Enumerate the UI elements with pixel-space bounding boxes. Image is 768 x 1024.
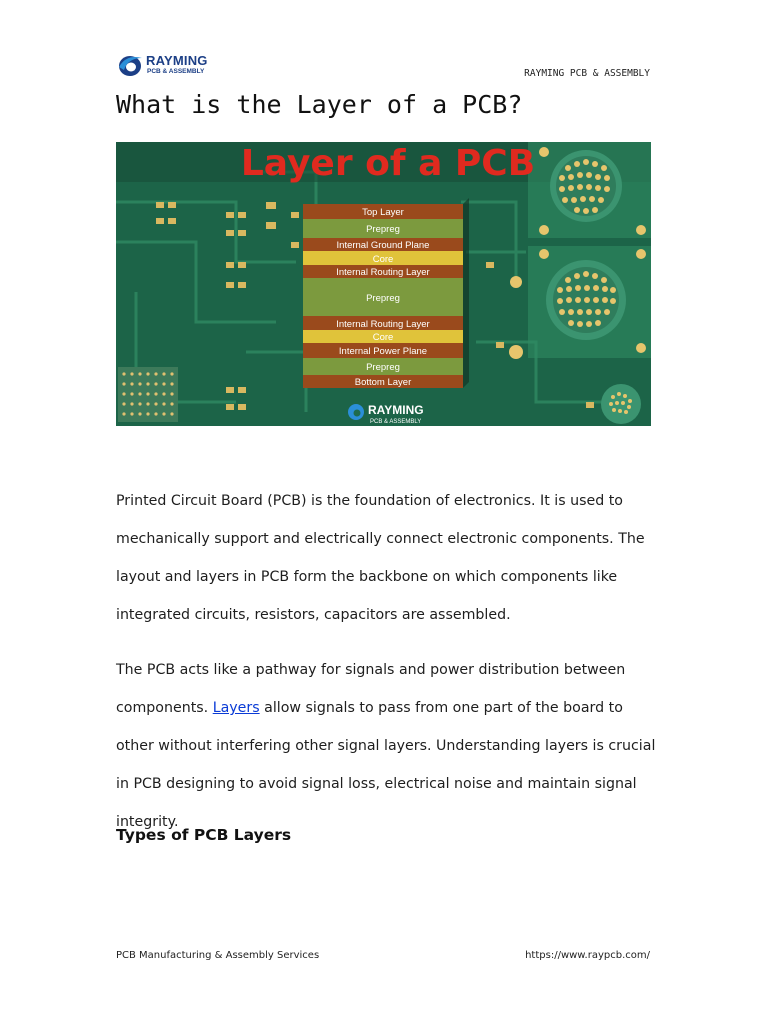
image-heading: Layer of a PCB: [240, 143, 536, 184]
section-heading: Types of PCB Layers: [116, 826, 292, 844]
rayming-swoosh-icon: [116, 52, 144, 78]
layers-paragraph: [116, 651, 656, 841]
paragraph-text-before: The PCB acts like a pathway for signals and power distribution between components.: [116, 662, 626, 716]
layer-label: Internal Power Plane: [338, 346, 428, 357]
watermark-brand: RAYMING: [368, 403, 424, 417]
layer-label: Top Layer: [362, 207, 404, 218]
footer-url[interactable]: https://www.raypcb.com/: [525, 950, 650, 961]
running-header: RAYMING PCB & ASSEMBLY: [524, 68, 650, 79]
layer-label: Core: [372, 332, 394, 343]
layer-label: Prepreg: [366, 224, 400, 235]
layers-link[interactable]: Layers: [212, 700, 260, 716]
layer-label: Internal Ground Plane: [336, 240, 430, 251]
layer-label: Core: [372, 254, 394, 265]
paragraph-text-after: allow signals to pass from one part of the board to other without interfering other signal layers. Understanding layers is crucial in PCB designing to avoid signal loss, electrical noise and maintain signal integrity.: [116, 700, 656, 830]
rayming-logo[interactable]: [116, 50, 216, 82]
logo-brand-text: RAYMING: [146, 53, 208, 68]
layer-label: Internal Routing Layer: [336, 319, 430, 330]
layer-label: Bottom Layer: [354, 377, 412, 388]
layer-label: Prepreg: [366, 293, 400, 304]
page-title: What is the Layer of a PCB?: [116, 90, 523, 119]
layer-label: Prepreg: [366, 362, 400, 373]
watermark-sub: PCB & ASSEMBLY: [370, 419, 422, 425]
layer-label: Internal Routing Layer: [336, 267, 430, 278]
footer-services: PCB Manufacturing & Assembly Services: [116, 950, 320, 961]
pcb-layers-image: [116, 142, 651, 426]
logo-sub-text: PCB & ASSEMBLY: [147, 68, 205, 75]
intro-paragraph: Printed Circuit Board (PCB) is the foundation of electronics. It is used to mechanically support and electrically connect electronic components. The layout and layers in PCB form the backbone on which components like integrated circuits, resistors, capacitors are assembled.: [116, 493, 645, 623]
